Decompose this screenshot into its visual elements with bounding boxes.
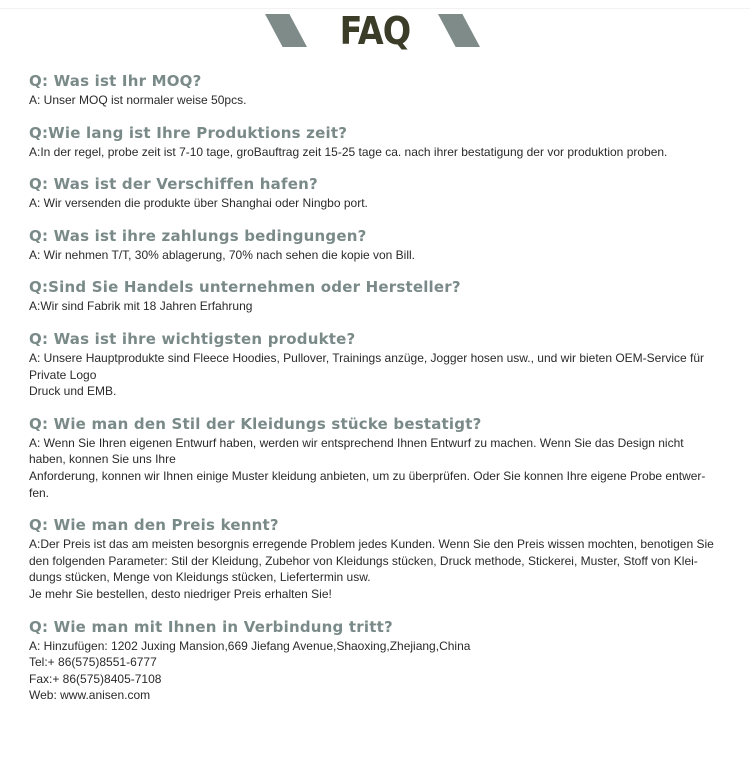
faq-answer-line: A:In der regel, probe zeit ist 7-10 tage, groBauftrag zeit 15-25 tage ca. nach ihrer bestatigung der vor produktion proben. xyxy=(29,144,668,159)
faq-item xyxy=(29,414,729,501)
faq-answer-line: Fax:+ 86(575)8405-7108 xyxy=(29,671,162,686)
faq-header xyxy=(0,10,750,52)
faq-answer-line: A:Wir sind Fabrik mit 18 Jahren Erfahrung xyxy=(29,299,253,314)
faq-answer-line: dungs stücken, Menge von Kleidungs stücken, Liefertermin usw. xyxy=(29,570,371,585)
faq-answer xyxy=(29,92,729,109)
faq-question: Q: Wie man mit Ihnen in Verbindung tritt? xyxy=(29,617,393,636)
faq-answer-line: fen. xyxy=(29,485,50,500)
faq-answer-line: A: Wenn Sie Ihren eigenen Entwurf haben, werden wir entsprechend Ihnen Entwurf zu machen. Wenn Sie das Design nicht xyxy=(29,435,684,450)
faq-answer-line: haben, konnen Sie uns Ihre xyxy=(29,452,176,467)
faq-item xyxy=(29,71,729,109)
faq-question: Q: Was ist ihre wichtigsten produkte? xyxy=(29,329,356,348)
faq-item xyxy=(29,617,729,704)
faq-answer-line: Web: www.anisen.com xyxy=(29,688,151,703)
faq-answer-line: A: Wir versenden die produkte über Shanghai oder Ningbo port. xyxy=(29,196,368,211)
faq-answer xyxy=(29,298,729,315)
faq-list xyxy=(29,71,729,718)
faq-answer-line: A: Hinzufügen: 1202 Juxing Mansion,669 Jiefang Avenue,Shaoxing,Zhejiang,China xyxy=(29,638,471,653)
faq-answer-line: Druck und EMB. xyxy=(29,384,117,399)
faq-question: Q: Wie man den Preis kennt? xyxy=(29,516,279,535)
faq-item xyxy=(29,174,729,212)
faq-question: Q:Sind Sie Handels unternehmen oder Hersteller? xyxy=(29,278,461,297)
page-title: FAQ xyxy=(339,9,411,53)
faq-answer-line: Anforderung, konnen wir Ihnen einige Muster kleidung anbieten, um zu überprüfen. Oder Sie konnen Ihre eigene Probe entwer- xyxy=(29,468,706,483)
faq-question: Q:Wie lang ist Ihre Produktions zeit? xyxy=(29,123,348,142)
faq-question: Q: Was ist ihre zahlungs bedingungen? xyxy=(29,226,367,245)
faq-answer xyxy=(29,435,729,501)
faq-answer-line: den folgenden Parameter: Stil der Kleidung, Zubehor von Kleidungs stücken, Druck methode, Stickerei, Muster, Stoff von Klei- xyxy=(29,553,698,568)
faq-question: Q: Was ist der Verschiffen hafen? xyxy=(29,175,318,194)
faq-answer-line: A: Unsere Hauptprodukte sind Fleece Hoodies, Pullover, Trainings anzüge, Jogger hosen usw., und wir bieten OEM-Service für xyxy=(29,350,705,365)
faq-answer-line: Je mehr Sie bestellen, desto niedriger Preis erhalten Sie! xyxy=(29,586,332,601)
faq-answer xyxy=(29,638,729,704)
faq-answer-line: A: Wir nehmen T/T, 30% ablagerung, 70% nach sehen die kopie von Bill. xyxy=(29,247,416,262)
faq-item xyxy=(29,329,729,400)
faq-answer-line: Private Logo xyxy=(29,367,97,382)
faq-answer-line: A:Der Preis ist das am meisten besorgnis erregende Problem jedes Kunden. Wenn Sie den Preis wissen mochten, benotigen Sie xyxy=(29,537,714,552)
faq-answer xyxy=(29,350,729,400)
faq-item xyxy=(29,123,729,161)
faq-question: Q: Was ist Ihr MOQ? xyxy=(29,72,202,90)
faq-item xyxy=(29,226,729,264)
faq-item xyxy=(29,277,729,315)
faq-item xyxy=(29,515,729,602)
faq-answer-line: Tel:+ 86(575)8551-6777 xyxy=(29,655,157,670)
faq-question: Q: Wie man den Stil der Kleidungs stücke bestatigt? xyxy=(29,414,482,433)
faq-answer xyxy=(29,144,729,161)
faq-answer xyxy=(29,195,729,212)
faq-answer xyxy=(29,536,729,602)
faq-answer xyxy=(29,247,729,264)
faq-answer-line: A: Unser MOQ ist normaler weise 50pcs. xyxy=(29,93,247,107)
